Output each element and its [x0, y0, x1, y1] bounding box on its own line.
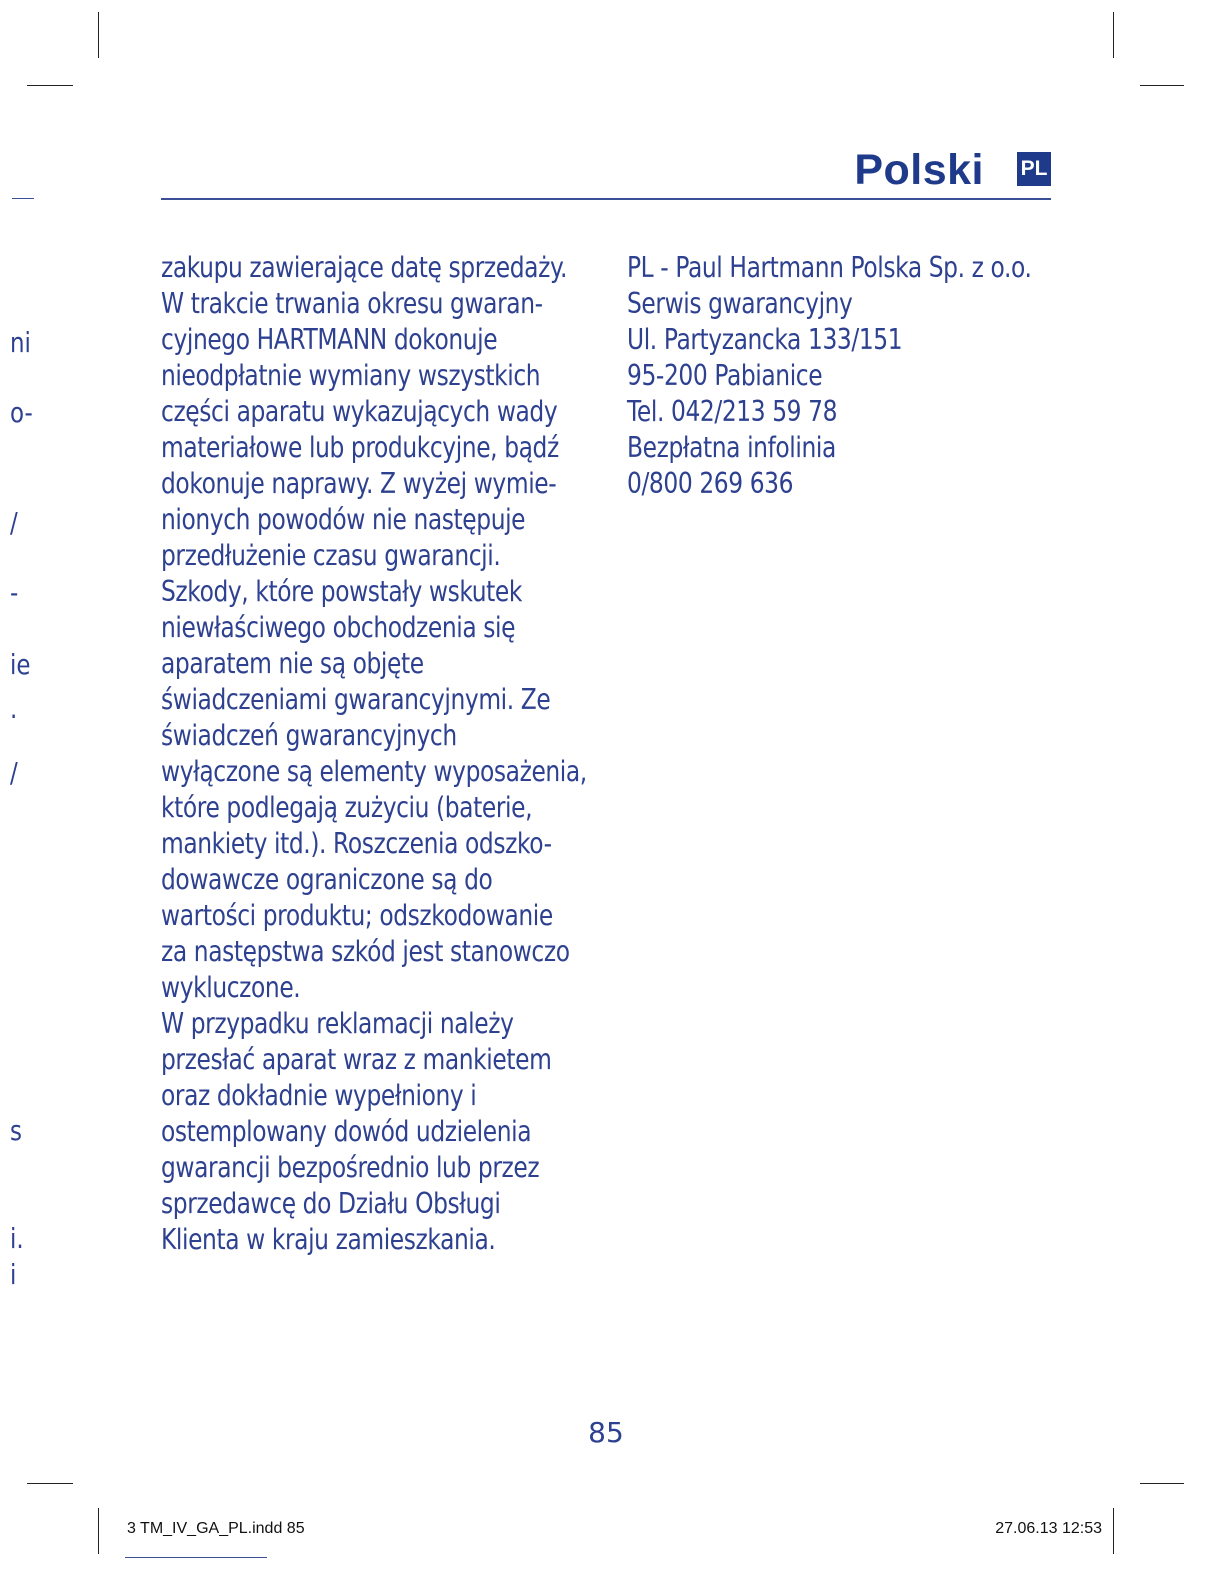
text-line: ostemplowany dowód udzielenia — [161, 1115, 532, 1148]
page-number: 85 — [588, 1416, 624, 1449]
text-line: Klienta w kraju zamieszkania. — [161, 1223, 496, 1256]
text-line: wykluczone. — [161, 971, 301, 1004]
street-address: Ul. Partyzancka 133/151 — [627, 323, 903, 356]
service-address-column — [627, 250, 1147, 502]
text-line: W przypadku reklamacji należy — [161, 1007, 514, 1040]
crop-mark — [1140, 1483, 1184, 1484]
text-line: gwarancji bezpośrednio lub przez — [161, 1151, 540, 1184]
fragment: o- — [10, 396, 33, 429]
fragment: ni — [10, 326, 31, 359]
text-line: przedłużenie czasu gwarancji. — [161, 539, 501, 572]
text-line: W trakcie trwania okresu gwaran- — [161, 287, 543, 320]
text-line: świadczeń gwarancyjnych — [161, 719, 457, 752]
text-line: oraz dokładnie wypełniony i — [161, 1079, 477, 1112]
company-name: PL - Paul Hartmann Polska Sp. z o.o. — [627, 251, 1032, 284]
text-line: wyłączone są elementy wyposażenia, — [161, 755, 587, 788]
fragment: i. — [10, 1222, 24, 1255]
crop-mark — [1113, 1508, 1114, 1554]
text-line: Szkody, które powstały wskutek — [161, 575, 523, 608]
text-line: dowawcze ograniczone są do — [161, 863, 493, 896]
text-line: zakupu zawierające datę sprzedaży. — [161, 251, 568, 284]
text-line: które podlegają zużyciu (baterie, — [161, 791, 533, 824]
text-line: nieodpłatnie wymiany wszystkich — [161, 359, 541, 392]
crop-mark — [27, 1483, 73, 1484]
fragment: / — [10, 756, 18, 789]
fragment: ie — [10, 648, 31, 681]
crop-mark — [1140, 85, 1184, 86]
print-slug-timestamp: 27.06.13 12:53 — [995, 1520, 1102, 1537]
crop-mark — [27, 85, 73, 86]
crop-mark — [1113, 12, 1114, 58]
print-slug-file: 3 TM_IV_GA_PL.indd 85 — [127, 1520, 305, 1537]
hotline-label: Bezpłatna infolinia — [627, 431, 836, 464]
fragment: s — [10, 1114, 22, 1147]
phone-number: Tel. 042/213 59 78 — [627, 395, 838, 428]
header-rule-fragment — [12, 198, 34, 199]
text-line: świadczeniami gwarancyjnymi. Ze — [161, 683, 551, 716]
page-title: Polski — [854, 146, 984, 194]
text-line: nionych powodów nie następuje — [161, 503, 526, 536]
language-badge: PL — [1017, 152, 1051, 186]
text-line: wartości produktu; odszkodowanie — [161, 899, 553, 932]
text-line: sprzedawcę do Działu Obsługi — [161, 1187, 501, 1220]
crop-mark — [98, 12, 99, 58]
text-line: materiałowe lub produkcyjne, bądź — [161, 431, 559, 464]
fragment: / — [10, 506, 18, 539]
text-line: części aparatu wykazujących wady — [161, 395, 558, 428]
text-line: aparatem nie są objęte — [161, 647, 424, 680]
crop-mark — [98, 1508, 99, 1554]
text-line: mankiety itd.). Roszczenia odszko- — [161, 827, 552, 860]
fragment: . — [10, 692, 18, 725]
text-line: za następstwa szkód jest stanowczo — [161, 935, 570, 968]
footer-rule — [125, 1557, 267, 1558]
header-rule — [161, 198, 1051, 200]
text-line: cyjnego HARTMANN dokonuje — [161, 323, 498, 356]
text-line: dokonuje naprawy. Z wyżej wymie- — [161, 467, 557, 500]
warranty-text-column — [161, 250, 621, 1258]
text-line: niewłaściwego obchodzenia się — [161, 611, 516, 644]
fragment: - — [10, 576, 19, 609]
hotline-number: 0/800 269 636 — [627, 467, 794, 500]
fragment: i — [10, 1258, 17, 1291]
text-line: przesłać aparat wraz z mankietem — [161, 1043, 552, 1076]
service-label: Serwis gwarancyjny — [627, 287, 853, 320]
postal-city: 95-200 Pabianice — [627, 359, 823, 392]
